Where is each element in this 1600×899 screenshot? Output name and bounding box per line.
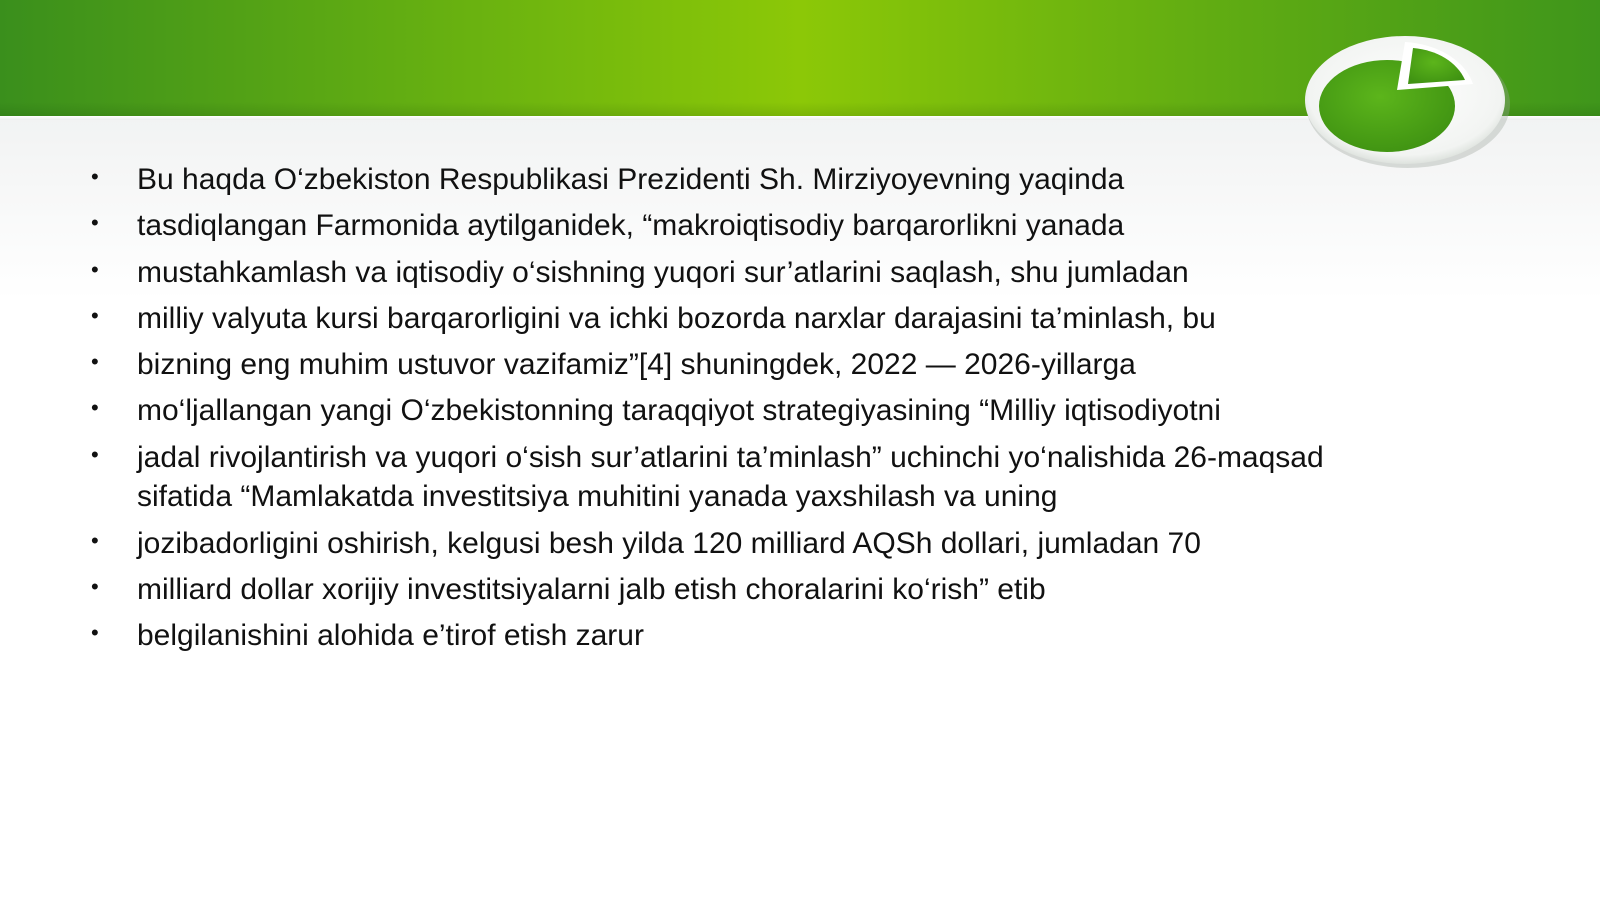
bullet-item [84, 570, 1524, 610]
bullet-icon: • [91, 573, 99, 599]
bullet-item [84, 345, 1524, 385]
bullet-item [84, 616, 1524, 656]
bullet-item [84, 524, 1524, 564]
bullet-icon: • [91, 395, 99, 421]
bullet-item [84, 299, 1524, 339]
bullet-item [84, 438, 1524, 517]
bullet-text: milliard dollar xorijiy investitsiyalarni jalb etish choralarini ko‘rish” etib [137, 572, 1046, 606]
bullet-list [84, 160, 1524, 662]
bullet-item [84, 391, 1524, 431]
bullet-item [84, 206, 1524, 246]
bullet-text: bizning eng muhim ustuvor vazifamiz”[4] shuningdek, 2022 — 2026-yillarga [137, 348, 1136, 382]
bullet-text: mo‘ljallangan yangi O‘zbekistonning taraqqiyot strategiyasining “Milliy iqtisodiyotni [137, 394, 1221, 428]
bullet-icon: • [91, 210, 99, 236]
bullet-text: milliy valyuta kursi barqarorligini va ichki bozorda narxlar darajasini ta’minlash, bu [137, 301, 1216, 335]
bullet-icon: • [91, 441, 99, 467]
bullet-text: tasdiqlangan Farmonida aytilganidek, “makroiqtisodiy barqarorlikni yanada [137, 209, 1125, 243]
bullet-text: belgilanishini alohida e’tirof etish zarur [137, 619, 644, 653]
bullet-text: jadal rivojlantirish va yuqori o‘sish sur’atlarini ta’minlash” uchinchi yo‘nalishida 26-maqsad sifatida “Mamlakatda investitsiya muhitini yanada yaxshilash va uning [137, 440, 1324, 514]
bullet-icon: • [91, 164, 99, 189]
bullet-text: mustahkamlash va iqtisodiy o‘sishning yuqori sur’atlarini saqlash, shu jumladan [137, 255, 1189, 289]
bullet-icon: • [91, 302, 99, 328]
bullet-icon: • [91, 349, 99, 375]
bullet-text: Bu haqda O‘zbekiston Respublikasi Prezidenti Sh. Mirziyoyevning yaqinda [137, 163, 1125, 196]
bullet-icon: • [91, 620, 99, 646]
bullet-text: jozibadorligini oshirish, kelgusi besh yilda 120 milliard AQSh dollari, jumladan 70 [137, 526, 1201, 560]
bullet-item [84, 160, 1524, 200]
bullet-icon: • [91, 256, 99, 282]
pie-chart-logo-icon [1305, 22, 1525, 172]
bullet-item [84, 253, 1524, 293]
bullet-icon: • [91, 527, 99, 553]
